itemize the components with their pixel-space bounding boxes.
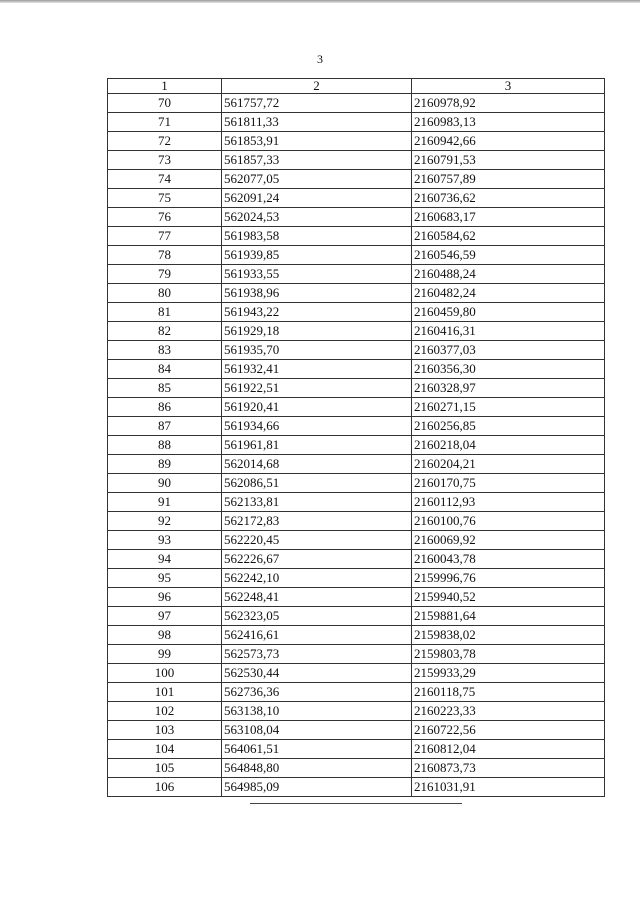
table-row [108, 113, 605, 132]
point-number-cell: 92 [108, 512, 222, 531]
x-coordinate-cell: 562323,05 [222, 607, 412, 626]
table-row [108, 664, 605, 683]
x-coordinate-cell: 564985,09 [222, 778, 412, 797]
point-number-cell: 72 [108, 132, 222, 151]
y-coordinate-cell: 2160204,21 [412, 455, 605, 474]
table-row [108, 607, 605, 626]
x-coordinate-cell: 562077,05 [222, 170, 412, 189]
y-coordinate-cell: 2161031,91 [412, 778, 605, 797]
table-row [108, 512, 605, 531]
y-coordinate-cell: 2160100,76 [412, 512, 605, 531]
y-coordinate-cell: 2159940,52 [412, 588, 605, 607]
x-coordinate-cell: 561961,81 [222, 436, 412, 455]
point-number-cell: 80 [108, 284, 222, 303]
point-number-cell: 78 [108, 246, 222, 265]
x-coordinate-cell: 562573,73 [222, 645, 412, 664]
x-coordinate-cell: 562014,68 [222, 455, 412, 474]
table-row [108, 341, 605, 360]
point-number-cell: 88 [108, 436, 222, 455]
x-coordinate-cell: 562220,45 [222, 531, 412, 550]
table-row [108, 94, 605, 113]
x-coordinate-cell: 562133,81 [222, 493, 412, 512]
point-number-cell: 101 [108, 683, 222, 702]
table-row [108, 740, 605, 759]
table-row [108, 493, 605, 512]
point-number-cell: 106 [108, 778, 222, 797]
table-row [108, 683, 605, 702]
x-coordinate-cell: 562091,24 [222, 189, 412, 208]
y-coordinate-cell: 2160482,24 [412, 284, 605, 303]
y-coordinate-cell: 2160736,62 [412, 189, 605, 208]
y-coordinate-cell: 2160043,78 [412, 550, 605, 569]
point-number-cell: 103 [108, 721, 222, 740]
scan-top-edge [0, 0, 640, 3]
point-number-cell: 79 [108, 265, 222, 284]
y-coordinate-cell: 2160271,15 [412, 398, 605, 417]
x-coordinate-cell: 562248,41 [222, 588, 412, 607]
x-coordinate-cell: 563138,10 [222, 702, 412, 721]
point-number-cell: 74 [108, 170, 222, 189]
table-row [108, 588, 605, 607]
point-number-cell: 84 [108, 360, 222, 379]
y-coordinate-cell: 2160978,92 [412, 94, 605, 113]
x-coordinate-cell: 561938,96 [222, 284, 412, 303]
table-row [108, 645, 605, 664]
point-number-cell: 99 [108, 645, 222, 664]
y-coordinate-cell: 2159933,29 [412, 664, 605, 683]
x-coordinate-cell: 561983,58 [222, 227, 412, 246]
point-number-cell: 73 [108, 151, 222, 170]
table-row [108, 702, 605, 721]
point-number-cell: 75 [108, 189, 222, 208]
y-coordinate-cell: 2160328,97 [412, 379, 605, 398]
table-row [108, 265, 605, 284]
x-coordinate-cell: 561857,33 [222, 151, 412, 170]
x-coordinate-cell: 561932,41 [222, 360, 412, 379]
point-number-cell: 77 [108, 227, 222, 246]
y-coordinate-cell: 2160069,92 [412, 531, 605, 550]
y-coordinate-cell: 2159996,76 [412, 569, 605, 588]
y-coordinate-cell: 2159803,78 [412, 645, 605, 664]
y-coordinate-cell: 2159881,64 [412, 607, 605, 626]
closing-rule [250, 803, 462, 804]
table-row [108, 322, 605, 341]
table-row [108, 759, 605, 778]
x-coordinate-cell: 564061,51 [222, 740, 412, 759]
point-number-cell: 86 [108, 398, 222, 417]
table-row [108, 303, 605, 322]
y-coordinate-cell: 2160223,33 [412, 702, 605, 721]
x-coordinate-cell: 561922,51 [222, 379, 412, 398]
table-row [108, 626, 605, 645]
table-row [108, 569, 605, 588]
x-coordinate-cell: 562172,83 [222, 512, 412, 531]
y-coordinate-cell: 2160584,62 [412, 227, 605, 246]
column-header-2: 2 [222, 79, 412, 94]
y-coordinate-cell: 2160722,56 [412, 721, 605, 740]
x-coordinate-cell: 562242,10 [222, 569, 412, 588]
x-coordinate-cell: 561939,85 [222, 246, 412, 265]
table-row [108, 151, 605, 170]
y-coordinate-cell: 2159838,02 [412, 626, 605, 645]
point-number-cell: 91 [108, 493, 222, 512]
table-row [108, 227, 605, 246]
point-number-cell: 71 [108, 113, 222, 132]
point-number-cell: 95 [108, 569, 222, 588]
point-number-cell: 98 [108, 626, 222, 645]
x-coordinate-cell: 561920,41 [222, 398, 412, 417]
y-coordinate-cell: 2160683,17 [412, 208, 605, 227]
column-header-3: 3 [412, 79, 605, 94]
point-number-cell: 82 [108, 322, 222, 341]
table-row [108, 455, 605, 474]
y-coordinate-cell: 2160983,13 [412, 113, 605, 132]
table-row [108, 132, 605, 151]
table-row [108, 246, 605, 265]
x-coordinate-cell: 561929,18 [222, 322, 412, 341]
point-number-cell: 81 [108, 303, 222, 322]
table-row [108, 208, 605, 227]
point-number-cell: 93 [108, 531, 222, 550]
x-coordinate-cell: 563108,04 [222, 721, 412, 740]
y-coordinate-cell: 2160218,04 [412, 436, 605, 455]
table-row [108, 189, 605, 208]
point-number-cell: 90 [108, 474, 222, 493]
table-row [108, 474, 605, 493]
y-coordinate-cell: 2160873,73 [412, 759, 605, 778]
x-coordinate-cell: 562530,44 [222, 664, 412, 683]
table-row [108, 531, 605, 550]
point-number-cell: 102 [108, 702, 222, 721]
y-coordinate-cell: 2160356,30 [412, 360, 605, 379]
point-number-cell: 105 [108, 759, 222, 778]
y-coordinate-cell: 2160791,53 [412, 151, 605, 170]
y-coordinate-cell: 2160377,03 [412, 341, 605, 360]
coordinates-table [107, 78, 605, 797]
y-coordinate-cell: 2160942,66 [412, 132, 605, 151]
point-number-cell: 104 [108, 740, 222, 759]
table-row [108, 778, 605, 797]
point-number-cell: 100 [108, 664, 222, 683]
x-coordinate-cell: 561853,91 [222, 132, 412, 151]
y-coordinate-cell: 2160170,75 [412, 474, 605, 493]
x-coordinate-cell: 561757,72 [222, 94, 412, 113]
table-row [108, 398, 605, 417]
table-row [108, 550, 605, 569]
x-coordinate-cell: 562416,61 [222, 626, 412, 645]
y-coordinate-cell: 2160812,04 [412, 740, 605, 759]
y-coordinate-cell: 2160112,93 [412, 493, 605, 512]
point-number-cell: 85 [108, 379, 222, 398]
y-coordinate-cell: 2160459,80 [412, 303, 605, 322]
y-coordinate-cell: 2160546,59 [412, 246, 605, 265]
y-coordinate-cell: 2160757,89 [412, 170, 605, 189]
table-row [108, 436, 605, 455]
point-number-cell: 70 [108, 94, 222, 113]
table-row [108, 360, 605, 379]
page-number: 3 [317, 52, 323, 66]
table-row [108, 417, 605, 436]
table-row [108, 170, 605, 189]
table-row [108, 721, 605, 740]
point-number-cell: 89 [108, 455, 222, 474]
point-number-cell: 76 [108, 208, 222, 227]
x-coordinate-cell: 561943,22 [222, 303, 412, 322]
table-row [108, 284, 605, 303]
table-row [108, 379, 605, 398]
point-number-cell: 83 [108, 341, 222, 360]
x-coordinate-cell: 561811,33 [222, 113, 412, 132]
x-coordinate-cell: 562024,53 [222, 208, 412, 227]
x-coordinate-cell: 561935,70 [222, 341, 412, 360]
x-coordinate-cell: 561934,66 [222, 417, 412, 436]
y-coordinate-cell: 2160118,75 [412, 683, 605, 702]
point-number-cell: 96 [108, 588, 222, 607]
table-header-row [108, 79, 605, 94]
x-coordinate-cell: 564848,80 [222, 759, 412, 778]
y-coordinate-cell: 2160416,31 [412, 322, 605, 341]
point-number-cell: 94 [108, 550, 222, 569]
x-coordinate-cell: 562086,51 [222, 474, 412, 493]
y-coordinate-cell: 2160488,24 [412, 265, 605, 284]
y-coordinate-cell: 2160256,85 [412, 417, 605, 436]
point-number-cell: 87 [108, 417, 222, 436]
x-coordinate-cell: 562226,67 [222, 550, 412, 569]
column-header-1: 1 [108, 79, 222, 94]
x-coordinate-cell: 561933,55 [222, 265, 412, 284]
x-coordinate-cell: 562736,36 [222, 683, 412, 702]
point-number-cell: 97 [108, 607, 222, 626]
